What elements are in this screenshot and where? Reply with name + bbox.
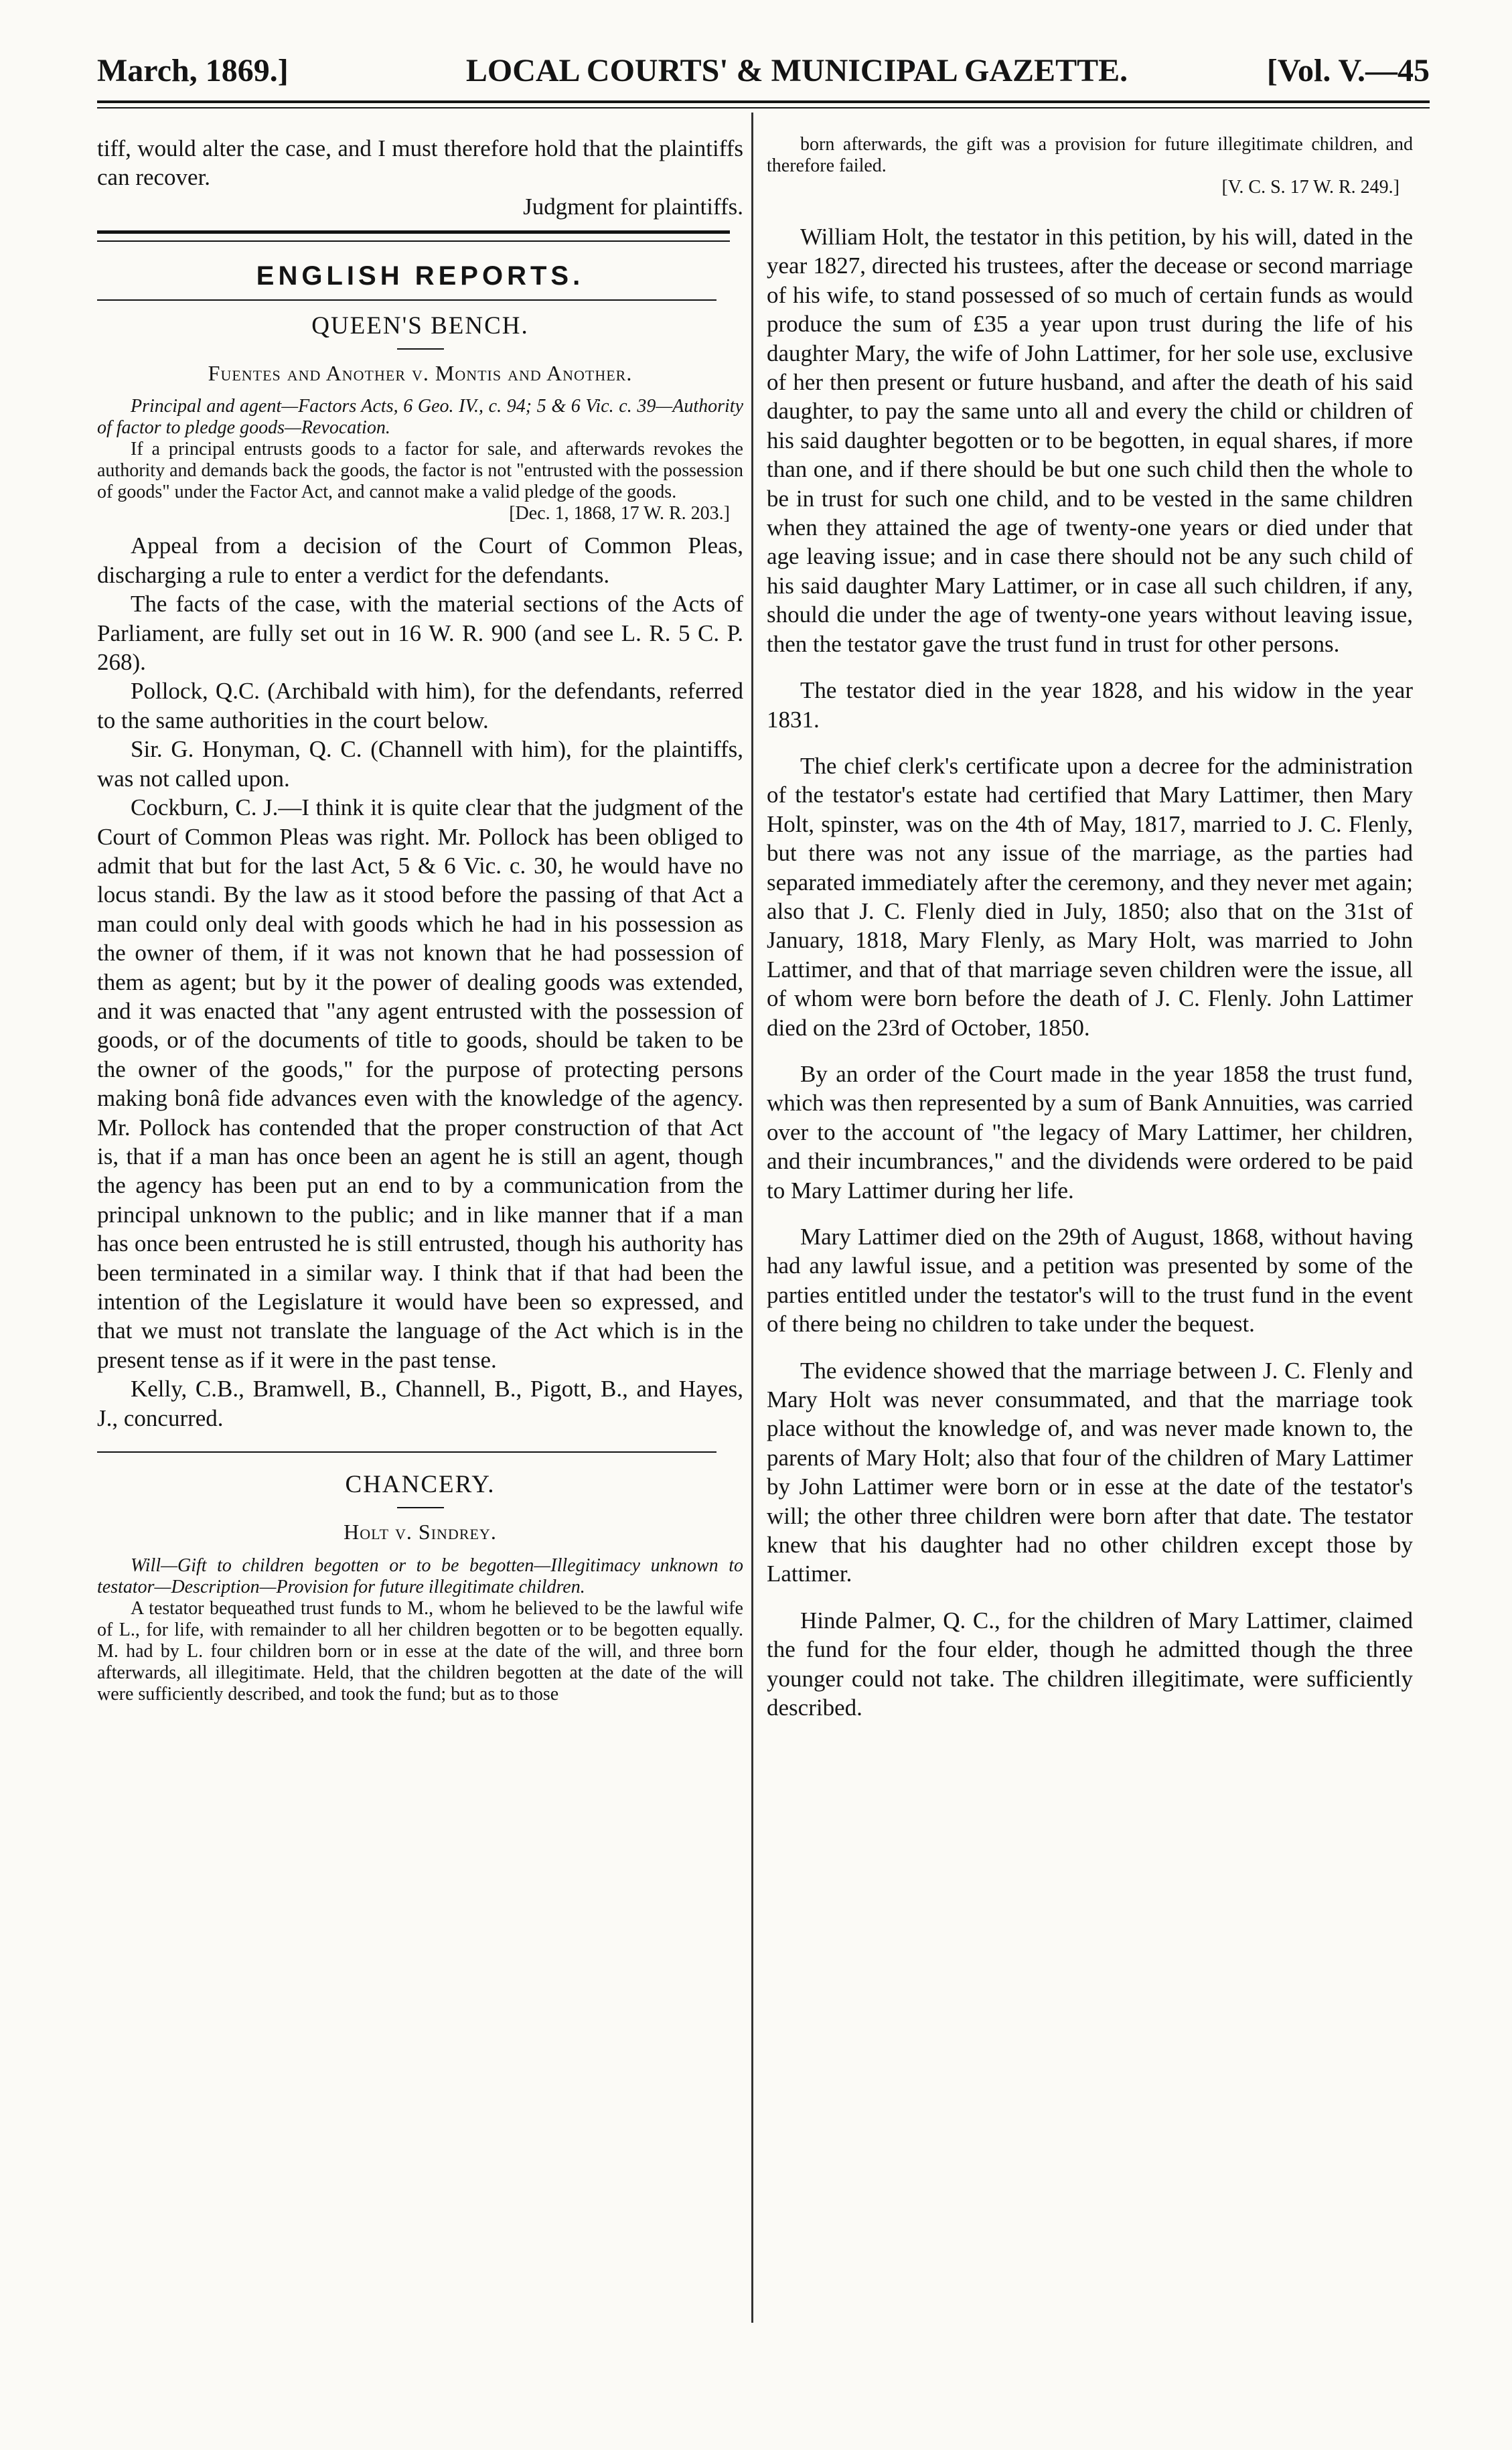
court-title: QUEEN'S BENCH. xyxy=(311,311,529,340)
paragraph: The facts of the case, with the material sections of the Acts of Parliament, are fully set out in 16 W. R. 900 (and see L. R. 5 C. P. 268). xyxy=(97,591,743,676)
paragraph: Cockburn, C. J.—I think it is quite clear that the judgment of the Court of Common Pleas was right. Mr. Pollock has been obliged to admit that but for the last Act, 5 & 6 Vic. c. 30, he would have no locus standi. By the law as it stood before the passing of that Act a man could only deal with goods which he had in his possession as the owner of them, if it was not known that he had possession of them as agent; but by it the power of dealing goods was extended, and it was enacted that "any agent entrusted with the possession of goods, or of the documents of title to goods, should be taken to be the owner of the goods," for the purpose of protecting persons making bonâ fide advances even with the knowledge of the agency. Mr. Pollock has contended that the proper construction of that Act is, that if a man has once been an agent he is still an agent, though the agency has been put an end to by a communication from the principal unknown to the public; and in like manner that if a man has once been entrusted he is still entrusted, though his authority has been terminated in a similar way. I think that if that had been the intention of the Legislature it would have been so expressed, and that we must not translate the language of the Act which is in the present tense as if it were in the past tense. xyxy=(97,794,743,1373)
paragraph: Mary Lattimer died on the 29th of August, 1868, without having had any lawful issue, and a petition was presented by some of the parties entitled under the testator's will to the trust fund in the event of there being no children to take under the bequest. xyxy=(767,1224,1413,1338)
chancery-divider xyxy=(97,1451,716,1453)
paragraph: The chief clerk's certificate upon a decree for the administration of the testator's estate had certified that Mary Lattimer, then Mary Holt, spinster, was on the 4th of May, 1817, married to J. C. Flenly, but there was not any issue of the marriage, as the parties had separated immediately after the ceremony, and they never met again; also that J. C. Flenly died in July, 1850; also that on the 31st of January, 1818, Mary Flenly, as Mary Holt, was married to John Lattimer, and that of that marriage seven children were the issue, all of whom were born before the death of J. C. Flenly. John Lattimer died on the 23rd of October, 1850. xyxy=(767,752,1413,1041)
paragraph: By an order of the Court made in the year 1858 the trust fund, which was then represented by a sum of Bank Annuities, was carried over to the account of "the legacy of Mary Lattimer, her children, and their incumbrances," and the dividends were ordered to be paid to Mary Lattimer during her life. xyxy=(767,1060,1413,1204)
header-date: March, 1869.] xyxy=(97,53,289,88)
header-volume-page: [Vol. V.—45 xyxy=(1266,53,1430,88)
case-summary: If a principal entrusts goods to a factor for sale, and afterwards revokes the authority and demands back the goods, the factor is not "entrusted with the possession of goods" under the Factor Act, and cannot make a valid pledge of the goods. xyxy=(97,439,743,503)
chancery-case-title: Holt v. Sindrey. xyxy=(344,1520,497,1544)
header-rule xyxy=(97,100,1430,109)
chancery-summary: A testator bequeathed trust funds to M., whom he believed to be the lawful wife of L., for life, with remainder to all her children begotten or to be begotten equally. M. had by L. four children born or in esse at the date of the will, and three born afterwards, all illegitimate. Held, that the children begotten at the date of the will were sufficiently described, and took the fund; but as to those xyxy=(97,1597,743,1705)
chancery-headnote: Will—Gift to children begotten or to be begotten—Illegitimacy unknown to testator—Description—Provision for future illegitimate children. xyxy=(97,1555,743,1597)
column-divider xyxy=(751,113,753,2323)
paragraph: The testator died in the year 1828, and his widow in the year 1831. xyxy=(767,677,1413,733)
section-rule xyxy=(97,230,730,242)
headnote: Principal and agent—Factors Acts, 6 Geo. IV., c. 94; 5 & 6 Vic. c. 39—Authority of factor to pledge goods—Revocation. xyxy=(97,396,743,439)
page-header xyxy=(97,52,1430,106)
citation: [Dec. 1, 1868, 17 W. R. 203.] xyxy=(509,503,730,524)
summary-continued: born afterwards, the gift was a provision for future illegitimate children, and therefore failed. xyxy=(767,134,1413,176)
paragraph: Kelly, C.B., Bramwell, B., Channell, B., Pigott, B., and Hayes, J., concurred. xyxy=(97,1376,743,1431)
paragraph: William Holt, the testator in this petition, by his will, dated in the year 1827, directed his trustees, after the decease or second marriage of his wife, to stand possessed of so much of certain funds as would produce the sum of £35 a year upon trust during the life of his daughter Mary, the wife of John Lattimer, for her sole use, exclusive of her then present or future husband, and after the death of his said daughter, to pay the same unto all and every the child or children of his said daughter begotten or to be begotten, in equal shares, if more than one, and if there should be but one such child then the whole to be in trust for such one child, and to be vested in the same children when they attained the age of twenty-one years or died under that age leaving issue; and in case there should not be any such child of his said daughter Mary Lattimer, or in case all such children, if any, should die under the age of twenty-one years without leaving issue, then the testator gave the trust fund in trust for other persons. xyxy=(767,224,1413,657)
paragraph: The evidence showed that the marriage between J. C. Flenly and Mary Holt was never consummated, and that the marriage took place without the knowledge of, and was never made known to, the parents of Mary Holt; also that four of the children of Mary Lattimer by John Lattimer were born or in esse at the date of the testator's will; the other three children were born after that date. The testator knew that his daughter had no other children except those by Lattimer. xyxy=(767,1357,1413,1587)
judgment-note: Judgment for plaintiffs. xyxy=(523,193,743,220)
header-publication-title: LOCAL COURTS' & MUNICIPAL GAZETTE. xyxy=(465,53,1128,88)
section-divider xyxy=(97,299,716,301)
chancery-citation: [V. C. S. 17 W. R. 249.] xyxy=(1221,177,1400,198)
section-title: ENGLISH REPORTS. xyxy=(256,261,585,291)
paragraph: Sir. G. Honyman, Q. C. (Channell with him), for the plaintiffs, was not called upon. xyxy=(97,736,743,792)
left-column xyxy=(97,134,743,1705)
chancery-court-divider xyxy=(397,1507,444,1508)
paragraph: Hinde Palmer, Q. C., for the children of Mary Lattimer, claimed the fund for the four elder, though he admitted though the three younger could not take. The children illegitimate, were sufficiently described. xyxy=(767,1607,1413,1721)
continued-text: tiff, would alter the case, and I must therefore hold that the plaintiffs can recover. xyxy=(97,135,743,191)
court-divider xyxy=(397,348,444,350)
case-title: Fuentes and Another v. Montis and Another. xyxy=(208,361,633,386)
paragraph: Appeal from a decision of the Court of Common Pleas, discharging a rule to enter a verdict for the defendants. xyxy=(97,532,743,588)
paragraph: Pollock, Q.C. (Archibald with him), for the defendants, referred to the same authorities in the court below. xyxy=(97,678,743,733)
chancery-title: CHANCERY. xyxy=(345,1471,496,1499)
right-column xyxy=(767,134,1413,1723)
